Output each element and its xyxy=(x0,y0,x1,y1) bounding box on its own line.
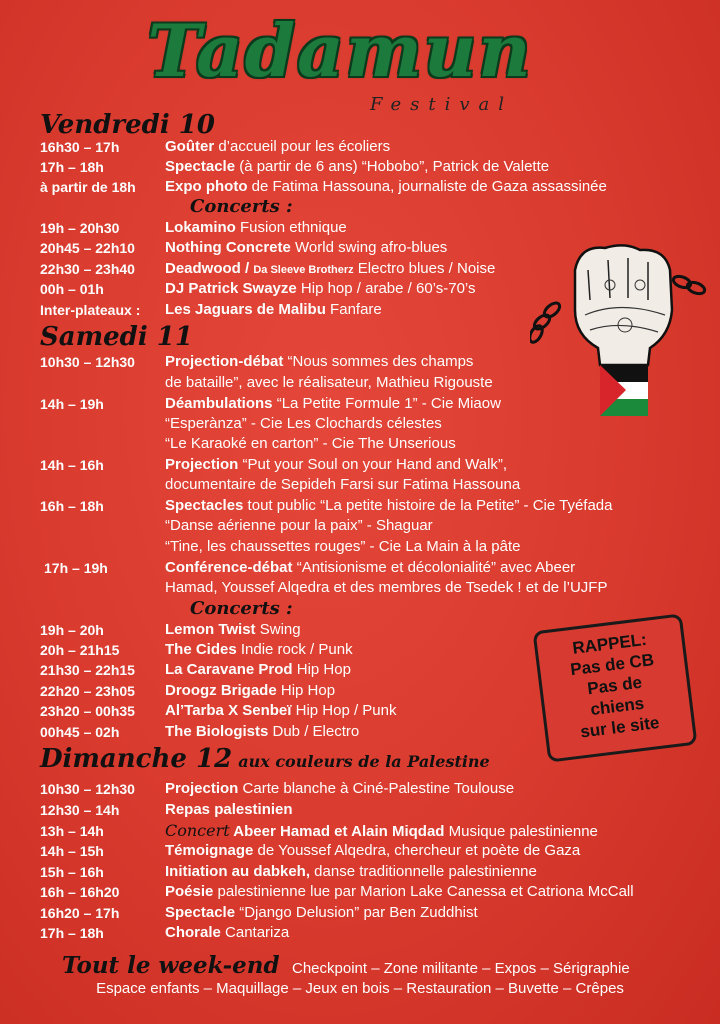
list-item: “Esperànza” - Cie Les Clochards célestes xyxy=(165,415,442,432)
list-item: 10h30 – 12h30 Projection-débat “Nous sommes des champs xyxy=(40,353,474,370)
list-item: Hamad, Youssef Alqedra et des membres de Tsedek ! et de l’UJFP xyxy=(165,579,608,596)
list-item: 14h – 16h Projection “Put your Soul on your Hand and Walk”, xyxy=(40,456,508,473)
list-item: 22h30 – 23h40 Deadwood / Da Sleeve Brotherz Electro blues / Noise xyxy=(40,260,496,277)
list-item: 19h – 20h30 Lokamino Fusion ethnique xyxy=(40,219,347,236)
festival-title: Tadamun xyxy=(147,8,533,93)
list-item: “Danse aérienne pour la paix” - Shaguar xyxy=(165,517,433,534)
list-item: 16h30 – 17h Goûter d’accueil pour les écoliers xyxy=(40,138,391,155)
list-item: Inter-plateaux : Les Jaguars de Malibu Fanfare xyxy=(40,301,382,318)
list-item: 12h30 – 14h Repas palestinien xyxy=(40,801,293,818)
festival-logo xyxy=(120,8,570,120)
day-heading-sunday: Dimanche 12 aux couleurs de la Palestine xyxy=(40,744,490,774)
weekend-title: Tout le week-end xyxy=(62,952,280,979)
list-item: 15h – 16h Initiation au dabkeh, danse traditionnelle palestinienne xyxy=(40,863,537,880)
reminder-box: RAPPEL: Pas de CB Pas de chiens sur le site xyxy=(533,613,698,762)
list-item: 21h30 – 22h15 La Caravane Prod Hip Hop xyxy=(40,661,351,678)
list-item: 16h – 18h Spectacles tout public “La petite histoire de la Petite” - Cie Tyéfada xyxy=(40,497,613,514)
day-heading-saturday: Samedi 11 xyxy=(40,322,193,352)
list-item: 22h20 – 23h05 Droogz Brigade Hip Hop xyxy=(40,682,336,699)
weekend-activities-line2: Espace enfants – Maquillage – Jeux en bois – Restauration – Buvette – Crêpes xyxy=(96,980,624,997)
list-item: 16h20 – 17h Spectacle “Django Delusion” par Ben Zuddhist xyxy=(40,904,478,921)
day-heading-friday: Vendredi 10 xyxy=(40,110,215,140)
list-item: 17h – 18h Chorale Cantariza xyxy=(40,924,290,941)
list-item: 20h45 – 22h10 Nothing Concrete World swing afro-blues xyxy=(40,239,448,256)
list-item: “Tine, les chaussettes rouges” - Cie La Main à la pâte xyxy=(165,538,521,555)
festival-subtitle: Festival xyxy=(370,94,514,115)
list-item: 14h – 19h Déambulations “La Petite Formule 1” - Cie Miaow xyxy=(40,395,501,412)
list-item: 23h20 – 00h35 Al’Tarba X Senbeï Hip Hop / Punk xyxy=(40,702,397,719)
list-item: “Le Karaoké en carton” - Cie The Unserious xyxy=(165,435,456,452)
list-item: 19h – 20h Lemon Twist Swing xyxy=(40,621,301,638)
list-item: 00h – 01h DJ Patrick Swayze Hip hop / arabe / 60’s-70’s xyxy=(40,280,476,297)
list-item: documentaire de Sepideh Farsi sur Fatima Hassouna xyxy=(165,476,521,493)
list-item: 17h – 19h Conférence-débat “Antisionisme et décolonialité” avec Abeer xyxy=(44,559,576,576)
list-item: à partir de 18h Expo photo de Fatima Hassouna, journaliste de Gaza assassinée xyxy=(40,178,607,195)
list-item: 20h – 21h15 The Cides Indie rock / Punk xyxy=(40,641,353,658)
section-concerts-friday: Concerts : xyxy=(190,196,293,217)
weekend-activities-line1: Checkpoint – Zone militante – Expos – Sérigraphie xyxy=(292,960,630,977)
list-item: 10h30 – 12h30 Projection Carte blanche à Ciné-Palestine Toulouse xyxy=(40,780,515,797)
list-item: 14h – 15h Témoignage de Youssef Alqedra, chercheur et poète de Gaza xyxy=(40,842,581,859)
list-item: 17h – 18h Spectacle (à partir de 6 ans) “Hobobo”, Patrick de Valette xyxy=(40,158,550,175)
list-item: 16h – 16h20 Poésie palestinienne lue par Marion Lake Canessa et Catriona McCall xyxy=(40,883,634,900)
list-item: 00h45 – 02h The Biologists Dub / Electro xyxy=(40,723,360,740)
list-item: de bataille”, avec le réalisateur, Mathieu Rigouste xyxy=(165,374,493,391)
list-item: 13h – 14h Concert Abeer Hamad et Alain Miqdad Musique palestinienne xyxy=(40,821,598,840)
section-concerts-saturday: Concerts : xyxy=(190,598,293,619)
